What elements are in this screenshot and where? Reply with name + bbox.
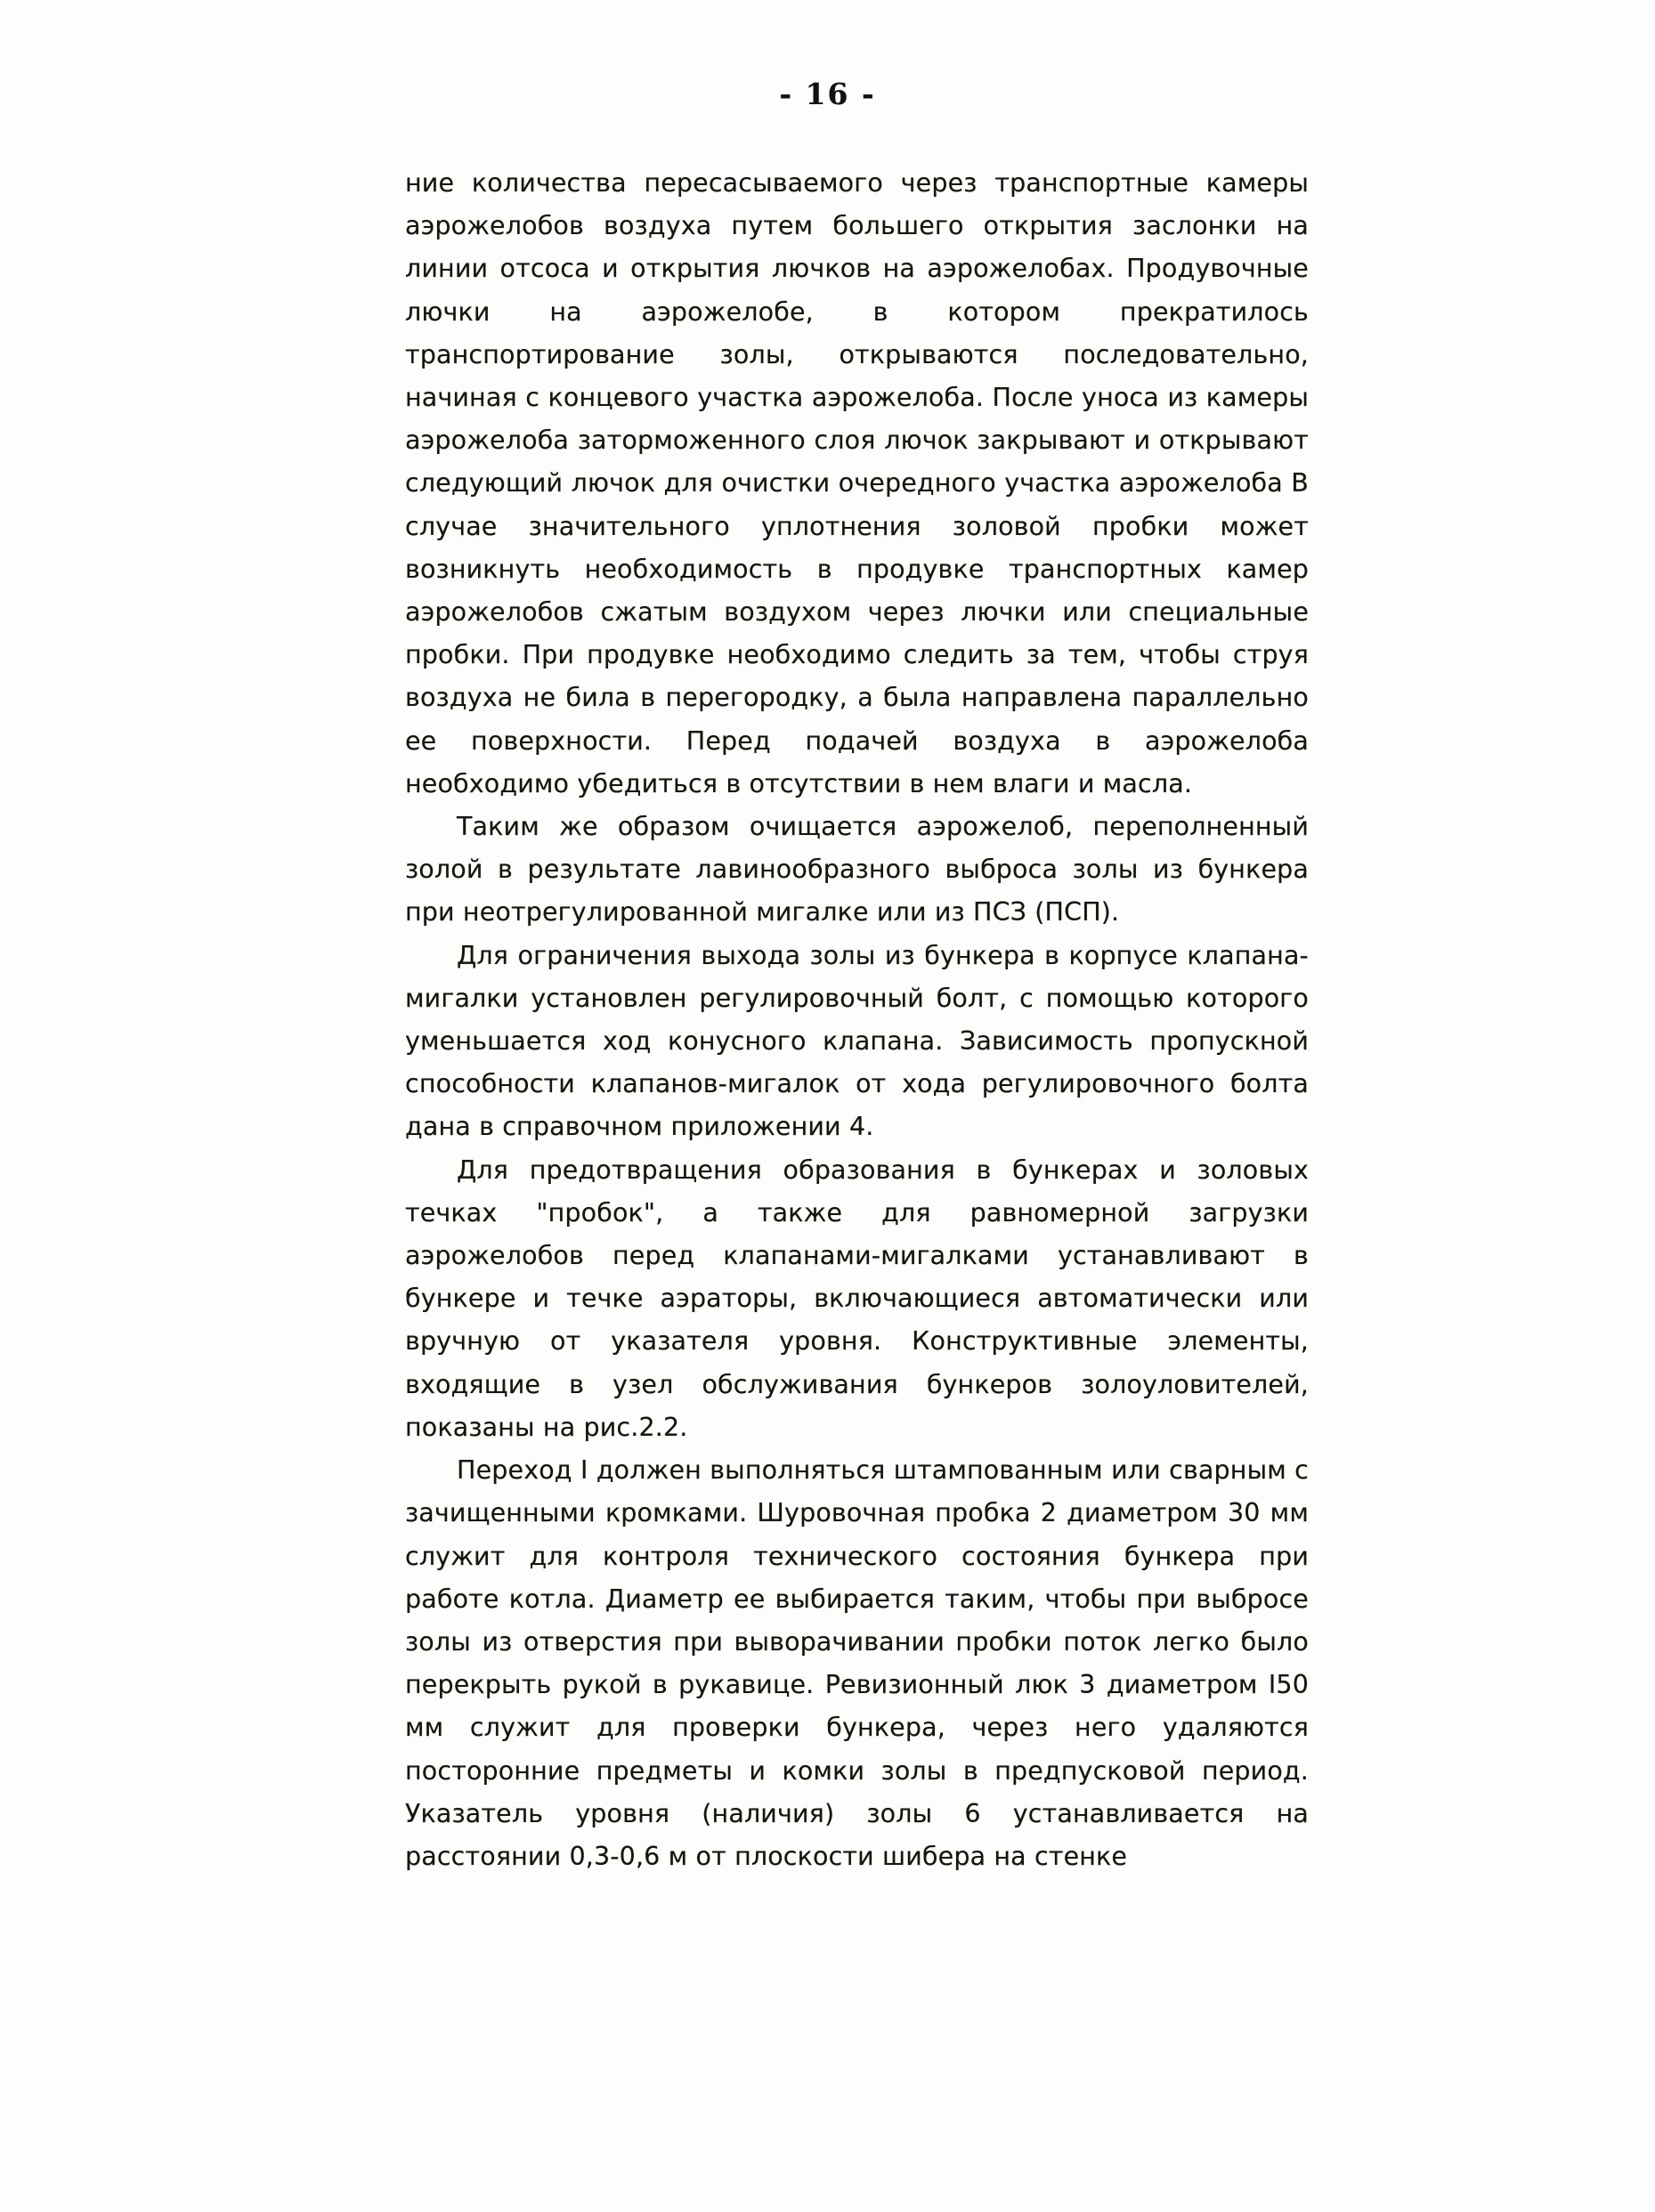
page-number: - 16 - (779, 77, 876, 111)
paragraph: Для предотвращения образования в бункерах и золовых течках "пробок", а также для равномерной загрузки аэрожелобов перед клапанами-мигалками устанавливают в бункере и течке аэраторы, включающиеся автоматически или вручную от указателя уровня. Конструктивные элементы, входящие в узел обслуживания бункеров золоуловителей, показаны на рис.2.2. (405, 1155, 1309, 1442)
paragraph: Таким же образом очищается аэрожелоб, переполненный золой в результате лавинообразного выброса золы из бункера при неотрегулированной мигалке или из ПСЗ (ПСП). (405, 812, 1309, 928)
paragraph: Переход I должен выполняться штампованным или сварным с зачищенными кромками. Шуровочная пробка 2 диаметром 30 мм служит для контроля технического состояния бункера при работе котла. Диаметр ее выбирается таким, чтобы при выбросе золы из отверстия при выворачивании пробки поток легко было перекрыть рукой в рукавице. Ревизионный люк 3 диаметром I50 мм служит для проверки бункера, через него удаляются посторонние предметы и комки золы в предпусковой период. Указатель уровня (наличия) золы 6 устанавливается на расстоянии 0,3-0,6 м от плоскости шибера на стенке (405, 1455, 1309, 1871)
paragraph: ние количества пересасываемого через транспортные камеры аэрожелобов воздуха путем большего открытия заслонки на линии отсоса и открытия лючков на аэрожелобах. Продувочные лючки на аэрожелобе, в котором прекратилось транспортирование золы, открываются последовательно, начиная с концевого участка аэрожелоба. После уноса из камеры аэрожелоба заторможенного слоя лючок закрывают и открывают следующий лючок для очистки очередного участка аэрожелоба В случае значительного уплотнения золовой пробки может возникнуть необходимость в продувке транспортных камер аэрожелобов сжатым воздухом через лючки или специальные пробки. При продувке необходимо следить за тем, чтобы струя воздуха не била в перегородку, а была направлена параллельно ее поверхности. Перед подачей воздуха в аэрожелоба необходимо убедиться в отсутствии в нем влаги и масла. (405, 168, 1309, 798)
paragraph: Для ограничения выхода золы из бункера в корпусе клапана-мигалки установлен регулировочный болт, с помощью которого уменьшается ход конусного клапана. Зависимость пропускной способности клапанов-мигалок от хода регулировочного болта дана в справочном приложении 4. (405, 940, 1309, 1142)
document-body (405, 162, 1309, 1878)
